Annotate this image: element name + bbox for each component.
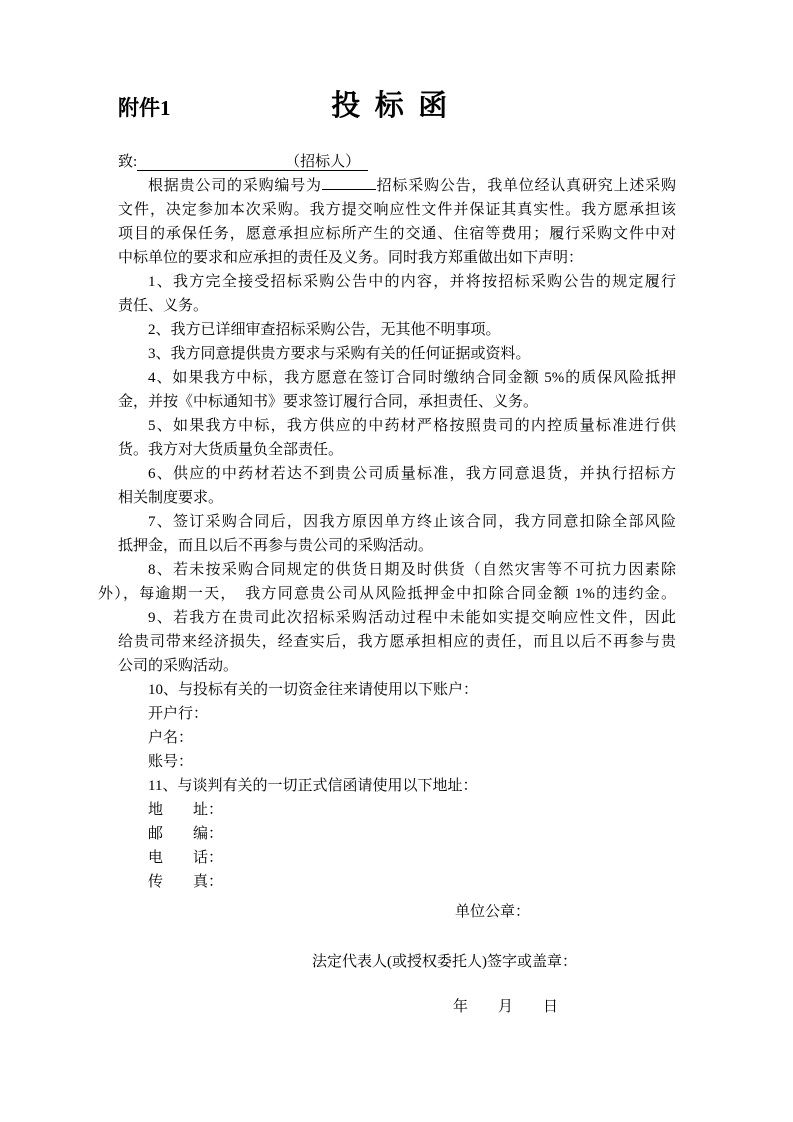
document-line: 10、与投标有关的一切资金往来请使用以下账户： xyxy=(148,682,479,698)
procurement-number-blank-line xyxy=(322,175,376,190)
document-line: 抵押金，而且以后不再参与贵公司的采购活动。 xyxy=(118,538,434,554)
document-line: 11、与谈判有关的一切正式信函请使用以下地址： xyxy=(148,778,478,794)
fax-line: 传 真： xyxy=(148,874,224,890)
document-line: 4、如果我方中标，我方愿意在签订合同时缴纳合同金额 5%的质保风险抵押 xyxy=(148,370,676,386)
document-line: 金，并按《中标通知书》要求签订履行合同，承担责任、义务。 xyxy=(118,394,539,410)
document-line: 公司的采购活动。 xyxy=(118,658,239,674)
document-title: 投标函 xyxy=(331,90,462,122)
phone-line: 电 话： xyxy=(148,850,224,866)
salutation-prefix: 致: xyxy=(118,154,138,170)
addressee-blank-line xyxy=(137,152,285,166)
document-line: 相关制度要求。 xyxy=(118,490,224,506)
address-line: 地 址： xyxy=(148,802,224,818)
legal-representative-signature-line: 法定代表人(或授权委托人)签字或盖章： xyxy=(312,954,577,970)
addressee-underline xyxy=(137,154,368,171)
document-line: 项目的承保任务，愿意承担应标所产生的交通、住宿等费用；履行采购文件中对 xyxy=(118,226,676,242)
document-line: 1、我方完全接受招标采购公告中的内容，并将按招标采购公告的规定履行 xyxy=(148,274,676,290)
document-line: 6、供应的中药材若达不到贵公司质量标准，我方同意退货，并执行招标方 xyxy=(148,466,676,482)
document-line: 3、我方同意提供贵方要求与采购有关的任何证据或资料。 xyxy=(148,346,531,362)
intro-text-before-blank: 根据贵公司的采购编号为 xyxy=(148,178,322,194)
company-seal-line: 单位公章： xyxy=(455,904,531,920)
account-number-line: 账号： xyxy=(148,754,194,770)
document-line xyxy=(118,174,676,198)
document-line: 中标单位的要求和应承担的责任及义务。同时我方郑重做出如下声明： xyxy=(118,250,584,266)
attachment-label: 附件1 xyxy=(118,96,171,120)
intro-text-after-blank: 招标采购公告，我单位经认真研究上述采购 xyxy=(375,178,676,194)
account-name-line: 户名： xyxy=(148,730,194,746)
addressee-label: （招标人） xyxy=(285,154,361,170)
document-line: 外），每逾期一天， 我方同意贵公司从风险抵押金中扣除合同金额 1%的违约金。 xyxy=(98,586,676,602)
document-line: 9、若我方在贵司此次招标采购活动过程中未能如实提交响应性文件，因此 xyxy=(148,610,676,626)
document-line: 责任、义务。 xyxy=(118,298,209,314)
document-body xyxy=(98,174,676,894)
document-line: 文件，决定参加本次采购。我方提交响应性文件并保证其真实性。我方愿承担该 xyxy=(118,202,676,218)
document-line: 7、签订采购合同后，因我方原因单方终止该合同，我方同意扣除全部风险 xyxy=(148,514,676,530)
document-line: 5、如果我方中标，我方供应的中药材严格按照贵司的内控质量标准进行供 xyxy=(148,418,676,434)
salutation-line xyxy=(118,150,368,174)
postcode-line: 邮 编： xyxy=(148,826,224,842)
document-line: 2、我方已详细审查招标采购公告，无其他不明事项。 xyxy=(148,322,501,338)
document-line: 给贵司带来经济损失，经查实后，我方愿承担相应的责任，而且以后不再参与贵 xyxy=(118,634,676,650)
bank-name-line: 开户行： xyxy=(148,706,209,722)
date-line: 年 月 日 xyxy=(453,999,559,1015)
document-line: 货。我方对大货质量负全部责任。 xyxy=(118,442,344,458)
document-line: 8、若未按采购合同规定的供货日期及时供货（自然灾害等不可抗力因素除 xyxy=(148,562,676,578)
